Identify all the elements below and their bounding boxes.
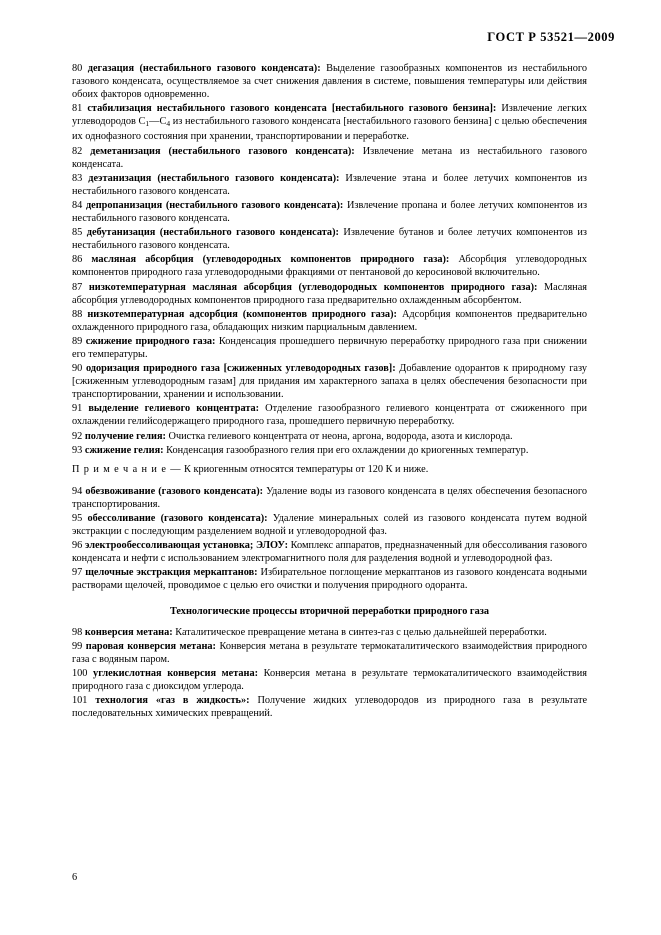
term-title: электрообессоливающая установка; ЭЛОУ: xyxy=(84,540,289,552)
term-definition: Удаление минеральных солей из газового конденсата путем водной экстракции с последующим разделением водной и углеводородной фаз. xyxy=(72,513,587,538)
term-entry xyxy=(72,402,587,428)
formula-c1-c4: $C_1—C_4$ xyxy=(138,116,171,129)
term-definition: Очистка гелиевого концентрата от неона, аргона, водорода, азота и кислорода. xyxy=(165,430,513,442)
term-number: 91 xyxy=(72,403,83,415)
term-definition: Извлечение метана из нестабильного газового конденсата. xyxy=(72,145,587,170)
term-definition: Извлечение этана и более летучих компонентов из нестабильного газового конденсата. xyxy=(72,172,587,197)
term-definition: Конденсация прошедшего первичную переработку природного газа при снижении его температуры. xyxy=(72,335,587,360)
term-number: 87 xyxy=(72,281,83,293)
term-entry xyxy=(72,444,587,457)
term-number: 98 xyxy=(72,626,83,638)
term-entry xyxy=(72,667,587,693)
page-header: ГОСТ Р 53521—2009 xyxy=(487,30,615,44)
term-definition-before: Извлечение легких углеводородов xyxy=(72,103,587,128)
term-entry xyxy=(72,62,587,101)
term-number: 90 xyxy=(72,363,83,375)
term-title: сжижение гелия: xyxy=(84,444,164,456)
term-number: 82 xyxy=(72,145,83,157)
term-definition: Адсорбция компонентов предварительно охлажденного природного газа, обладающих низким парциальным давлением. xyxy=(72,308,587,333)
note-block xyxy=(72,463,587,476)
term-title: сжижение природного газа: xyxy=(85,335,216,347)
term-entry xyxy=(72,102,587,143)
term-number: 81 xyxy=(72,103,83,115)
term-number: 85 xyxy=(72,227,83,239)
term-definition: Масляная абсорбция углеводородных компонентов природного газа предварительно охлажденным абсорбентом. xyxy=(72,281,588,306)
term-number: 96 xyxy=(72,540,83,552)
term-number: 101 xyxy=(72,695,88,707)
term-definition: Извлечение бутанов и более летучих компонентов из нестабильного газового конденсата. xyxy=(72,227,588,252)
term-title: деметанизация (нестабильного газового конденсата): xyxy=(90,145,355,157)
term-title: низкотемпературная масляная абсорбция (углеводородных компонентов природного газа): xyxy=(88,281,538,293)
term-definition: Отделение газообразного гелиевого концентрата от сжиженного при охлаждении гелийсодержащего природного газа, прошедшего первичную переработку. xyxy=(72,403,587,428)
term-number: 94 xyxy=(72,485,83,497)
term-number: 92 xyxy=(72,430,83,442)
note-label: П р и м е ч а н и е — xyxy=(72,463,182,475)
term-entry xyxy=(72,640,587,666)
term-title: масляная абсорбция (углеводородных компонентов природного газа): xyxy=(91,254,450,266)
term-entry xyxy=(72,512,587,538)
term-definition: Абсорбция углеводородных компонентов природного газа углеводородными фракциями от пентановой до керосиновой включительно. xyxy=(72,254,587,279)
term-number: 99 xyxy=(72,640,83,652)
term-number: 86 xyxy=(72,254,83,266)
term-number: 89 xyxy=(72,335,83,347)
page-number: 6 xyxy=(72,872,78,883)
section-heading: Технологические процессы вторичной переработки природного газа xyxy=(169,605,490,617)
document-body xyxy=(72,62,587,721)
term-entry xyxy=(72,172,587,198)
term-title: депропанизация (нестабильного газового конденсата): xyxy=(85,199,344,211)
term-definition: Конверсия метана в результате термокаталитического взаимодействия природного газа с диоксидом углерода. xyxy=(72,667,588,692)
term-definition: Конверсия метана в результате термокаталитического взаимодействия природного газа с водяным паром. xyxy=(72,640,587,665)
term-number: 93 xyxy=(72,444,83,456)
term-entry xyxy=(72,199,587,225)
term-title: конверсия метана: xyxy=(84,626,173,638)
term-title: дебутанизация (нестабильного газового конденсата): xyxy=(86,227,339,239)
term-definition-after: из нестабильного газового конденсата [нестабильного газового бензина] с целью обеспечения их однофазного состояния при хранении, транспортировании и переработке. xyxy=(72,116,587,143)
term-entry xyxy=(72,485,587,511)
term-title: получение гелия: xyxy=(84,430,166,442)
term-entry xyxy=(72,626,587,639)
term-number: 88 xyxy=(72,308,83,320)
term-entry xyxy=(72,694,587,720)
term-title: технология «газ в жидкость»: xyxy=(95,695,250,707)
term-title: углекислотная конверсия метана: xyxy=(93,667,259,679)
term-entry xyxy=(72,430,587,443)
term-title: деэтанизация (нестабильного газового конденсата): xyxy=(88,172,340,184)
term-title: выделение гелиевого концентрата: xyxy=(88,403,260,415)
term-definition: Конденсация газообразного гелия при его охлаждении до криогенных температур. xyxy=(163,444,529,456)
term-title: паровая конверсия метана: xyxy=(85,640,216,652)
term-definition: Комплекс аппаратов, предназначенный для обессоливания газового конденсата и нефти с использованием электромагнитного поля для разделения водной и углеводородной фаз. xyxy=(72,540,588,565)
term-number: 83 xyxy=(72,172,83,184)
term-definition: Выделение газообразных компонентов из нестабильного газового конденсата, осуществляемое за счет снижения давления в системе, повышения температуры или действия обоих факторов одновременно. xyxy=(72,63,588,101)
term-number: 100 xyxy=(72,667,88,679)
term-title: низкотемпературная адсорбция (компонентов природного газа): xyxy=(87,308,397,320)
term-number: 80 xyxy=(72,63,83,74)
term-definition: Добавление одорантов к природному газу [сжиженным углеводородным газам] для придания им характерного запаха в целях обеспечения безопасности при транспортировании, хранении и использовании. xyxy=(72,363,587,401)
term-definition: Каталитическое превращение метана в синтез-газ с целью дальнейшей переработки. xyxy=(172,626,547,638)
term-title: обессоливание (газового конденсата): xyxy=(87,513,268,524)
term-entry xyxy=(72,566,587,592)
term-entry xyxy=(72,281,587,307)
term-title: дегазация (нестабильного газового конденсата): xyxy=(87,63,321,74)
term-definition: Получение жидких углеводородов из природного газа в результате последовательных химических превращений. xyxy=(72,695,588,720)
term-title: одоризация природного газа [сжиженных углеводородных газов]: xyxy=(85,363,396,375)
term-number: 84 xyxy=(72,199,83,211)
note-text: К криогенным относятся температуры от 120 К и ниже. xyxy=(181,463,429,475)
term-number: 97 xyxy=(72,567,83,579)
term-entry xyxy=(72,335,587,361)
term-definition: Избирательное поглощение меркаптанов из газового конденсата водными растворами щелочей, проводимое с целью его очистки и получения природного одоранта. xyxy=(72,567,588,592)
term-entry xyxy=(72,308,587,334)
term-entry xyxy=(72,253,587,279)
term-entry xyxy=(72,362,587,401)
term-entry xyxy=(72,145,587,171)
term-entry xyxy=(72,226,587,252)
term-title: стабилизация нестабильного газового конденсата [нестабильного газового бензина]: xyxy=(87,103,497,115)
spacer xyxy=(72,476,587,485)
term-definition: Удаление воды из газового конденсата в целях обеспечения безопасного транспортирования. xyxy=(72,485,587,510)
term-entry xyxy=(72,539,587,565)
term-number: 95 xyxy=(72,513,83,524)
term-title: обезвоживание (газового конденсата): xyxy=(85,485,264,497)
term-definition: Извлечение пропана и более летучих компонентов из нестабильного газового конденсата. xyxy=(72,199,588,225)
term-title: щелочные экстракция меркаптанов: xyxy=(85,567,258,579)
